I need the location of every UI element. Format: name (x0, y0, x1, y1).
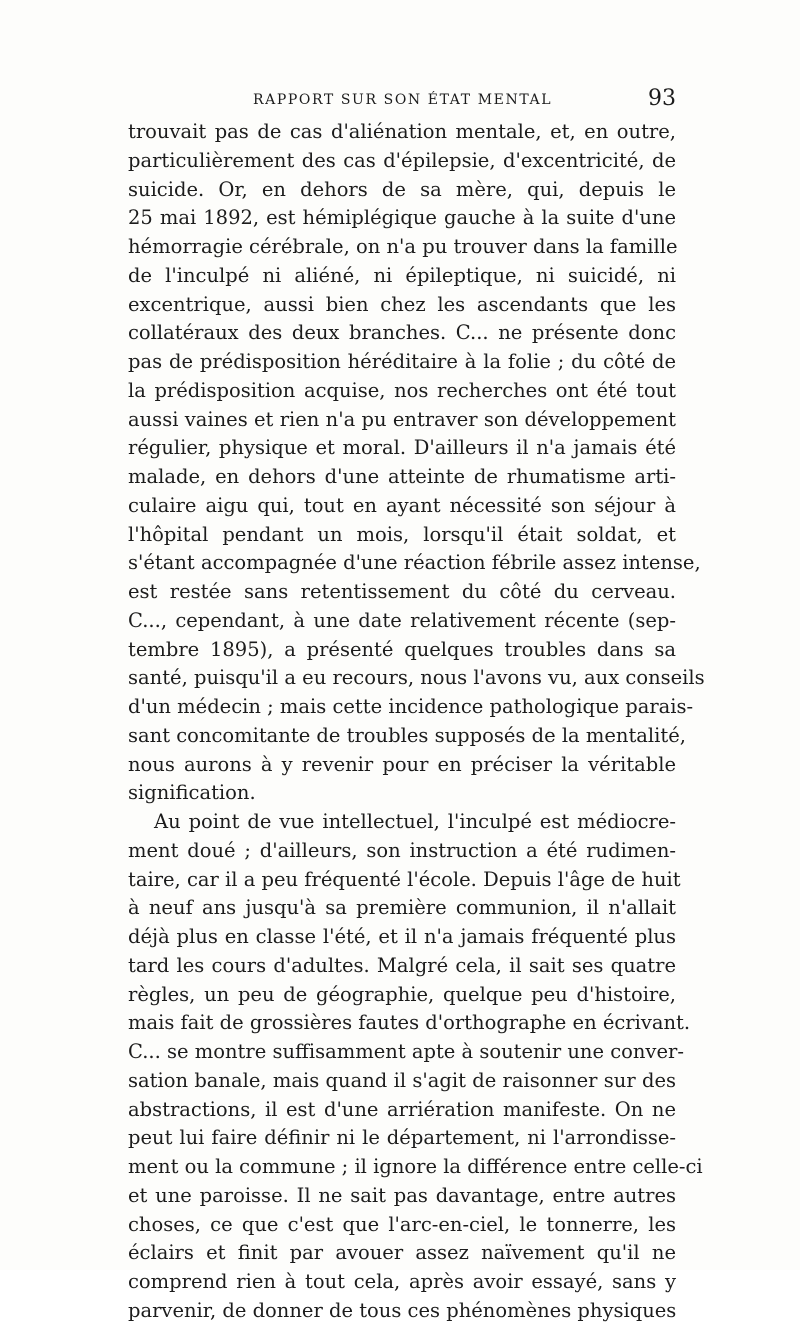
paragraph-end-line: signification. (128, 781, 256, 805)
text-line: déjà plus en classe l'été, et il n'a jamais fréquenté plus (128, 925, 676, 948)
text-line: de l'inculpé ni aliéné, ni épileptique, ni suicidé, ni (128, 263, 676, 287)
text-line: hémorragie cérébrale, on n'a pu trouver dans la famille (128, 235, 678, 258)
text-line: malade, en dehors d'une atteinte de rhumatisme arti- (128, 465, 676, 488)
text-line: tembre 1895), a présenté quelques troubles dans sa (128, 637, 676, 661)
text-line: ment doué ; d'ailleurs, son instruction a été rudimen- (128, 838, 676, 862)
running-head-title: RAPPORT SUR SON ÉTAT MENTAL (253, 92, 553, 108)
text-line: abstractions, il est d'une arriération manifeste. On ne (128, 1097, 676, 1121)
text-line: peut lui faire définir ni le département, ni l'arrondisse- (128, 1126, 676, 1150)
text-line: tard les cours d'adultes. Malgré cela, il sait ses quatre (128, 953, 676, 977)
text-line: à neuf ans jusqu'à sa première communion, il n'allait (128, 896, 676, 920)
text-line: culaire aigu qui, tout en ayant nécessité son séjour à (128, 493, 676, 517)
body-text (128, 118, 705, 1326)
running-head (128, 88, 676, 112)
text-line: pas de prédisposition héréditaire à la folie ; du côté de (128, 350, 676, 373)
text-line: C..., cependant, à une date relativement récente (sep- (128, 608, 676, 632)
text-line: taire, car il a peu fréquenté l'école. Depuis l'âge de huit (128, 867, 681, 891)
text-line: sant concomitante de troubles supposés de la mentalité, (128, 723, 686, 747)
text-line: éclairs et finit par avouer assez naïvement qu'il ne (128, 1241, 676, 1265)
text-line: nous aurons à y revenir pour en préciser la véritable (128, 752, 676, 776)
text-line: choses, ce que c'est que l'arc-en-ciel, le tonnerre, les (128, 1212, 676, 1236)
paragraph-start-line: Au point de vue intellectuel, l'inculpé est médiocre- (154, 810, 676, 833)
text-line: sation banale, mais quand il s'agit de raisonner sur des (128, 1068, 676, 1092)
text-line: s'étant accompagnée d'une réaction fébrile assez intense, (128, 551, 701, 575)
text-line: santé, puisqu'il a eu recours, nous l'avons vu, aux conseils (128, 666, 705, 690)
text-line: ment ou la commune ; il ignore la différence entre celle-ci (128, 1155, 703, 1178)
text-line: comprend rien à tout cela, après avoir essayé, sans y (128, 1270, 676, 1293)
text-line: l'hôpital pendant un mois, lorsqu'il était soldat, et (128, 522, 676, 546)
text-line: mais fait de grossières fautes d'orthographe en écrivant. (128, 1011, 691, 1035)
text-line: régulier, physique et moral. D'ailleurs il n'a jamais été (128, 436, 676, 460)
text-line: la prédisposition acquise, nos recherches ont été tout (128, 378, 676, 402)
text-line: particulièrement des cas d'épilepsie, d'excentricité, de (128, 148, 676, 172)
text-line: C... se montre suffisamment apte à soutenir une conver- (128, 1040, 684, 1063)
text-line: 25 mai 1892, est hémiplégique gauche à la suite d'une (128, 206, 676, 230)
text-line: règles, un peu de géographie, quelque peu d'histoire, (128, 982, 676, 1006)
text-line: est restée sans retentissement du côté du cerveau. (128, 580, 676, 603)
text-line: parvenir, de donner de tous ces phénomènes physiques (128, 1298, 677, 1322)
page-number: 93 (648, 86, 676, 111)
text-line: aussi vaines et rien n'a pu entraver son développement (128, 407, 676, 431)
text-line: et une paroisse. Il ne sait pas davantage, entre autres (128, 1183, 676, 1207)
text-line: d'un médecin ; mais cette incidence pathologique parais- (128, 695, 694, 718)
text-line: trouvait pas de cas d'aliénation mentale, et, en outre, (128, 120, 676, 143)
text-line: suicide. Or, en dehors de sa mère, qui, depuis le (128, 177, 676, 201)
text-line: collatéraux des deux branches. C... ne présente donc (128, 321, 676, 345)
text-line: excentrique, aussi bien chez les ascendants que les (128, 292, 676, 316)
